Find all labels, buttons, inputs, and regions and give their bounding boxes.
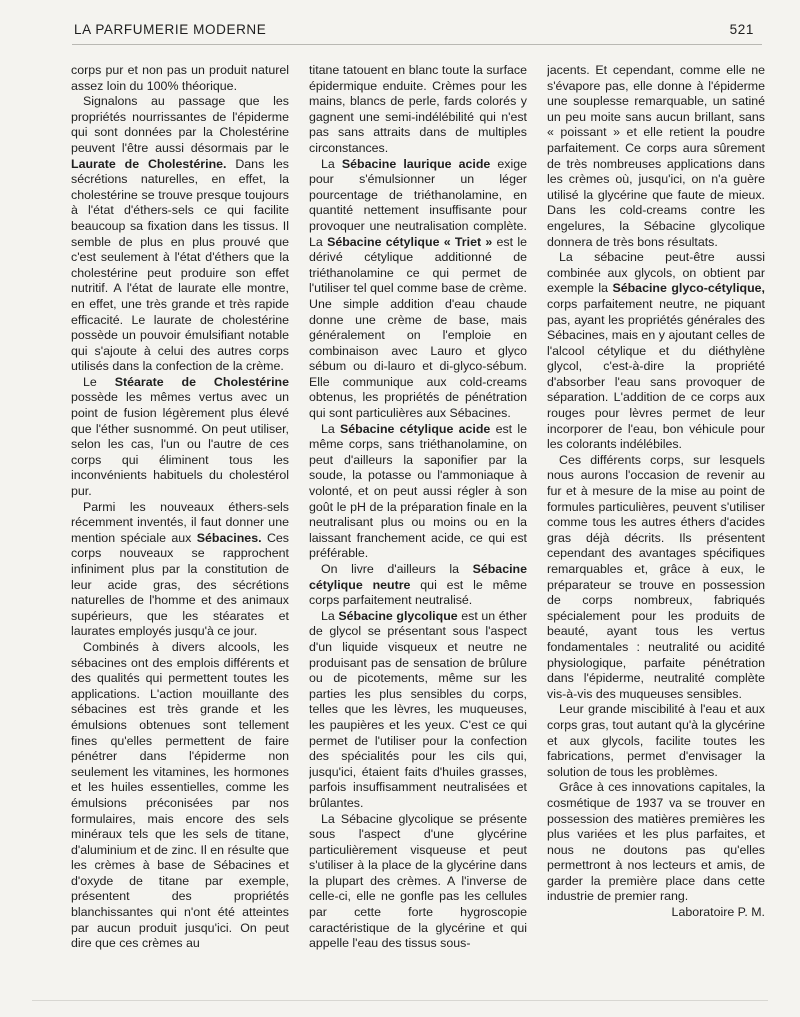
paragraph [309, 422, 527, 562]
text-run: est le dérivé cétylique additionné de triéthanolamine ce qui permet de l'utiliser tel quel comme base de crème. Une simple addition d'eau chaude donne une crème de base, mais généralement on l'emploie en combinaison avec Lauro et glyco sébum ou di-lauro et di-glyco-sébum. Elle communique aux cold-creams obtenus, les propriétés de pénétration qui sont particulières aux Sébacines. [309, 234, 527, 421]
text-column-3 [547, 63, 765, 993]
text-run: corps pur et non pas un produit naturel assez loin du 100% théorique. [71, 63, 289, 93]
text-run: possède les mêmes vertus avec un point de fusion légèrement plus élevé que l'éther susnommé. On peut utiliser, selon les cas, l'un ou l'autre de ces corps qui éliminent tous les inconvénients habituels du cholestérol pur. [71, 390, 289, 499]
bold-term: Stéarate de Cholestérine [114, 374, 289, 389]
text-run: Combinés à divers alcools, les sébacines ont des emplois différents et des qualités qui permettent toutes les applications. L'action mouillante des sébacines est très grande et les émulsions obtenues sont tellement fines qu'elles permettent de faire pénétrer dans l'épiderme non seulement les vitamines, les hormones et les huiles essentielles, comme les émulsions préconisées par nos formulaires, mais encore des sels minéraux tels que les sels de titane, d'aluminium et de zinc. Il en résulte que les crèmes à base de Sébacines et d'oxyde de titane par exemple, présentent des propriétés blanchissantes qui n'ont été atteintes par aucun produit jusqu'ici. On peut dire que ces crèmes au [71, 639, 289, 951]
paragraph [71, 63, 289, 94]
text-run: titane tatouent en blanc toute la surface épidermique enduite. Crèmes pour les mains, blancs de perle, fards colorés y gagnent une semi-indélébilité qui n'est pas sans attraits dans de multiples circonstances. [309, 63, 527, 155]
paragraph [71, 375, 289, 500]
text-run: est le même corps, sans triéthanolamine, on peut d'ailleurs la saponifier par la soude, la potasse ou l'ammoniaque à volonté, et on peut aussi régler à son goût le pH de la préparation finale en la neutralisant plus ou moins ou en la laissant franchement acide, ce qui est préférable. [309, 421, 527, 561]
text-run: Ces différents corps, sur lesquels nous aurons l'occasion de revenir au fur et à mesure de la mise au point de formules particulières, peuvent s'utiliser comme tous les autres éthers d'acides gras déjà décrits. Ils présentent cependant des avantages spécifiques remarquables et, grâce à eux, le préparateur se trouve en possession de corps nombreux, fabriqués spécialement pour les produits de beauté, ayant tous les vertus fondamentales : neutralité ou acidité physiologique, parfaite pénétration dans l'épiderme, neutralité complète vis-à-vis des muqueuses sensibles. [547, 452, 765, 701]
text-run: La sébacine peut-être aussi combinée aux glycols, on obtient par exemple la [547, 250, 765, 296]
page-number: 521 [729, 22, 754, 37]
paragraph [547, 453, 765, 703]
text-run: La [321, 156, 342, 171]
text-run: Dans les sécrétions naturelles, en effet, la cholestérine se trouve presque toujours à l'état d'éthers-sels ce qui facilite beaucoup sa fixation dans les tissus. Il semble de plus en plus prouvé que c'est seulement à l'état d'éthers que la cholestérine peut produire son effet nutritif. A l'état de laurate elle montre, en effet, une très grande et très rapide efficacité. Le laurate de cholestérine possède un pouvoir émulsifiant notable qui s'ajoute à celui des autres corps utilisés dans la confection de la crème. [71, 156, 289, 374]
running-header [74, 22, 754, 37]
text-run: La [321, 421, 341, 436]
paragraph [547, 780, 765, 905]
bold-term: Sébacine glycolique [338, 608, 458, 623]
bold-term: Laurate de Cholestérine. [71, 156, 227, 171]
paragraph [71, 640, 289, 952]
text-run: jacents. Et cependant, comme elle ne s'évapore pas, elle donne à l'épiderme une souplesse remarquable, un satiné un peu moite sans aucun brillant, sans « poissant » et elle retient la poudre parfaitement. Ce corps aura sûrement de très nombreuses applications dans les crèmes où, jusqu'ici, on n'a guère utilisé la glycérine que faute de mieux. Dans les cold-creams contre les engelures, la Sébacine glycolique donnera de très bons résultats. [547, 63, 765, 249]
text-column-1 [71, 63, 289, 993]
paragraph [309, 63, 527, 157]
paragraph [71, 94, 289, 375]
paragraph [547, 250, 765, 453]
paragraph [547, 63, 765, 250]
text-run: Ces corps nouveaux se rapprochent infiniment plus par la constitution de leur acide gras, des sécrétions naturelles de l'homme et des animaux supérieurs, que les stéarates et laurates employés jusqu'à ce jour. [71, 530, 289, 639]
bold-term: Sébacine cétylique « Triet » [327, 234, 493, 249]
paragraph [71, 500, 289, 640]
bold-term: Sébacine laurique acide [341, 156, 491, 171]
signature: Laboratoire P. M. [671, 905, 765, 920]
text-run: La [321, 608, 339, 623]
text-run: On livre d'ailleurs la [321, 562, 473, 576]
text-run: est un éther de glycol se présentant sous l'aspect d'un liquide visqueux et neutre ne produisant pas de sensation de brûlure ou de picotements, même sur les parties les plus sensibles du corps, telles que les lèvres, les muqueuses, les paupières et les yeux. C'est ce qui permet de l'utiliser pour la confection des spécialités pour les cils qui, jusqu'ici, étaient faits d'huiles grasses, parfois insuffisamment neutralisées et brûlantes. [309, 608, 527, 810]
text-run: Leur grande miscibilité à l'eau et aux corps gras, tout autant qu'à la glycérine et aux glycols, facilite toutes les fabrications, permet d'envisager la solution de tous les problèmes. [547, 702, 765, 779]
text-run: Le [83, 374, 115, 389]
paragraph [309, 562, 527, 609]
text-run: corps parfaitement neutre, ne piquant pas, ayant les propriétés générales des Sébacines, mais en y ajoutant celles de l'alcool cétylique et du diéthylène glycol, c'est-à-dire la propriété d'absorber l'eau sans provoquer de séparation. L'addition de ce corps aux rouges pour lèvres permet de leur incorporer de l'eau, bon véhicule pour les colorants indélébiles. [547, 296, 765, 452]
text-run: exige pour s'émulsionner un léger pourcentage de triéthanolamine, en quantité nettement insuffisante pour provoquer une neutralisation complète. La [309, 156, 527, 249]
journal-title: LA PARFUMERIE MODERNE [74, 22, 267, 37]
paragraph [309, 812, 527, 952]
bold-term: Sébacine cétylique acide [340, 421, 491, 436]
bold-term: Sébacine cétylique neutre [309, 562, 527, 592]
bold-term: Sébacines. [196, 530, 262, 545]
paragraph [309, 157, 527, 422]
text-column-2 [309, 63, 527, 993]
text-run: Signalons au passage que les propriétés nourrissantes de l'épiderme qui sont données par la Cholestérine peuvent l'être aussi désormais par le [71, 94, 289, 155]
page-edge-rule [32, 1000, 768, 1001]
article-body [71, 63, 765, 993]
text-run: qui est le même corps parfaitement neutralisé. [309, 577, 527, 608]
text-run: Parmi les nouveaux éthers-sels récemment inventés, il faut donner une mention spéciale aux [71, 499, 289, 545]
header-rule [72, 44, 762, 45]
paragraph [547, 702, 765, 780]
text-run: Grâce à ces innovations capitales, la cosmétique de 1937 va se trouver en possession des matières premières les plus variées et les plus parfaites, et nous ne doutons pas qu'elles permettront à nos lecteurs et amis, de garder la première place dans cette industrie de premier rang. [547, 780, 765, 904]
bold-term: Sébacine glyco-cétylique, [612, 281, 765, 296]
text-run: La Sébacine glycolique se présente sous l'aspect d'une glycérine particulièrement visqueuse et peut s'utiliser à la place de la glycérine dans la plupart des crèmes. A l'inverse de celle-ci, elle ne gonfle pas les cellules par cette forte hygroscopie caractéristique de la glycérine et qui appelle l'eau des tissus sous- [309, 811, 527, 951]
paragraph [309, 609, 527, 812]
